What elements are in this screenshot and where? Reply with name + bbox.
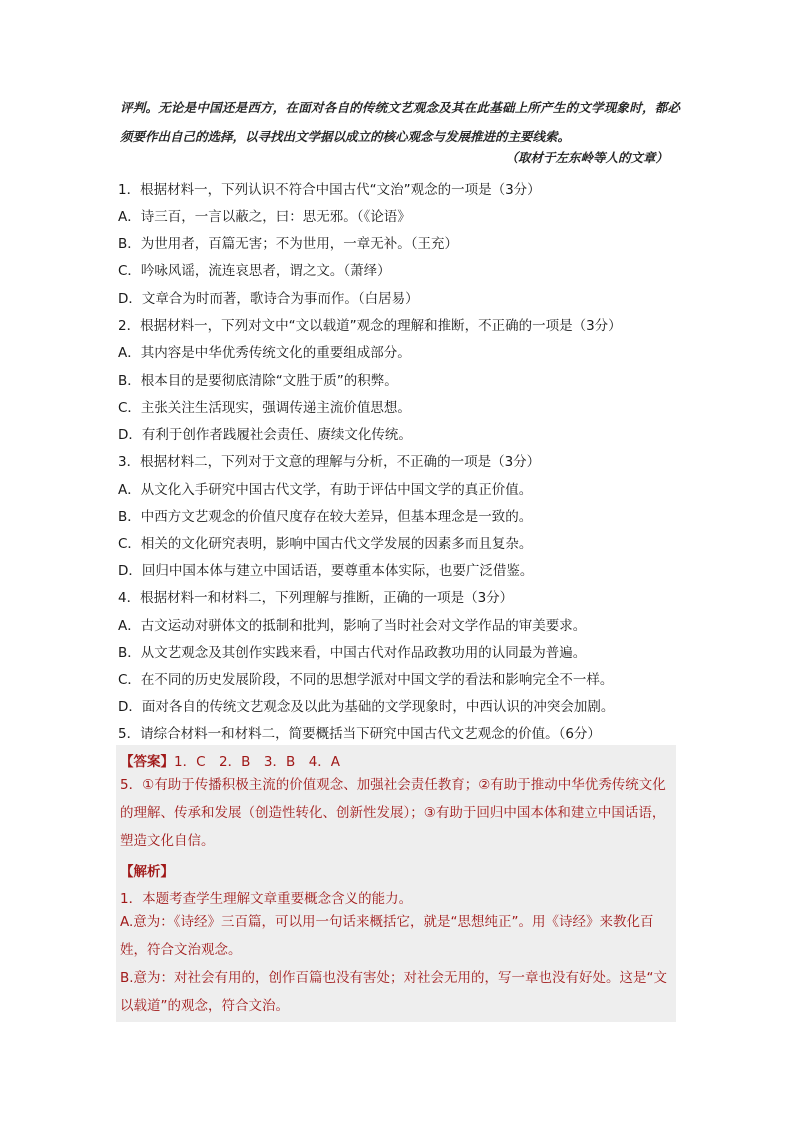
question-2-option-d: D．有利于创作者践履社会责任、赓续文化传统。	[118, 427, 412, 443]
question-2-option-a: A．其内容是中华优秀传统文化的重要组成部分。	[118, 345, 411, 361]
question-2-option-c: C．主张关注生活现实，强调传递主流价值思想。	[118, 400, 411, 416]
question-3-option-c: C．相关的文化研究表明，影响中国古代文学发展的因素多而且复杂。	[118, 536, 533, 552]
question-5-stem: 5．请综合材料一和材料二，简要概括当下研究中国古代文艺观念的价值。（6分）	[118, 726, 601, 742]
answer-line	[120, 750, 340, 770]
question-4-option-d: D．面对各自的传统文艺观念及以此为基础的文学现象时，中西认识的冲突会加剧。	[118, 699, 615, 715]
question-3-option-a: A．从文化入手研究中国古代文学，有助于评估中国文学的真正价值。	[118, 482, 533, 498]
question-4-option-b: B．从文艺观念及其创作实践来看，中国古代对作品政教功用的认同最为普遍。	[118, 645, 587, 661]
passage-source: （取材于左东岭等人的文章）	[505, 150, 668, 165]
question-4-option-c: C．在不同的历史发展阶段，不同的思想学派对中国文学的看法和影响完全不一样。	[118, 672, 614, 688]
answer-label: 【答案】	[120, 754, 174, 770]
question-2-stem: 2．根据材料一，下列对文中“文以载道”观念的理解和推断，不正确的一项是（3分）	[118, 318, 622, 334]
question-1-stem: 1．根据材料一，下列认识不符合中国古代“文治”观念的一项是（3分）	[118, 182, 541, 198]
answer-choices: 1．C 2．B 3．B 4．A	[174, 754, 341, 770]
question-1-option-b: B．为世用者，百篇无害；不为世用，一章无补。（王充）	[118, 236, 459, 252]
question-4-option-a: A．古文运动对骈体文的抵制和批判，影响了当时社会对文学作品的审美要求。	[118, 618, 587, 634]
question-4-stem: 4．根据材料一和材料二，下列理解与推断，正确的一项是（3分）	[118, 590, 514, 606]
question-3-option-b: B．中西方文艺观念的价值尺度存在较大差异，但基本理念是一致的。	[118, 509, 533, 525]
analysis-option-a: A.意为：《诗经》三百篇，可以用一句话来概括它，就是“思想纯正”。用《诗经》来教化百姓，符合文治观念。	[120, 914, 654, 958]
question-1-option-a: A．诗三百，一言以蔽之，曰：思无邪。（《论语》	[118, 209, 411, 225]
question-2-option-b: B．根本目的是要彻底清除“文胜于质”的积弊。	[118, 373, 398, 389]
analysis-option-b: B.意为：对社会有用的，创作百篇也没有害处；对社会无用的，写一章也没有好处。这是“文以载道”的观念，符合文治。	[120, 970, 668, 1014]
analysis-label: 【解析】	[120, 864, 174, 880]
question-1-option-c: C．吟咏风谣，流连哀思者，谓之文。（萧绎）	[118, 263, 391, 279]
question-3-option-d: D．回归中国本体与建立中国话语，要尊重本体实际，也要广泛借鉴。	[118, 563, 534, 579]
answer-q5: 5．①有助于传播积极主流的价值观念、加强社会责任教育；②有助于推动中华优秀传统文化的理解、传承和发展（创造性转化、创新性发展）；③有助于回归中国本体和建立中国话语，塑造文化自信。	[120, 777, 666, 849]
analysis-intro: 1．本题考查学生理解文章重要概念含义的能力。	[120, 891, 413, 907]
passage-text: 评判。无论是中国还是西方，在面对各自的传统文艺观念及其在此基础上所产生的文学现象时，都必须要作出自己的选择，以寻找出文学据以成立的核心观念与发展推进的主要线索。	[120, 100, 680, 144]
question-3-stem: 3．根据材料二，下列对于文意的理解与分析，不正确的一项是（3分）	[118, 454, 541, 470]
question-1-option-d: D．文章合为时而著，歌诗合为事而作。（白居易）	[118, 291, 419, 307]
